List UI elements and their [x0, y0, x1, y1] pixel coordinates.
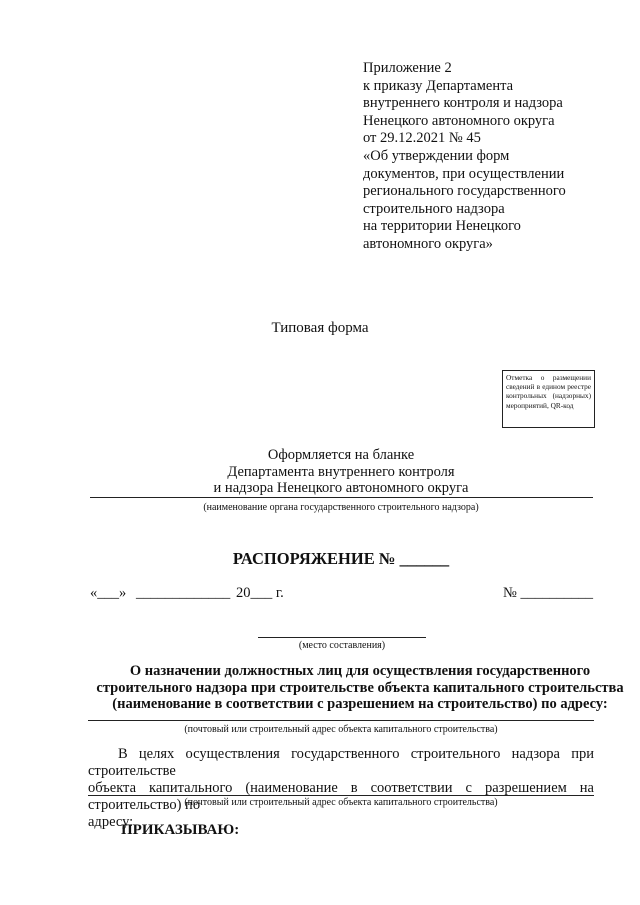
paragraph-line: адресу: [88, 814, 134, 830]
order-subject [60, 663, 640, 713]
purpose-paragraph [88, 746, 594, 831]
date-year: 20___ г. [236, 585, 284, 601]
blank-note-line: Департамента внутреннего контроля [227, 463, 455, 480]
paragraph-line: объекта капитального (наименование в соответствии с разрешением на строительство) по [88, 780, 594, 813]
place-caption: (место составления) [298, 640, 386, 651]
registry-mark-box: Отметка о размещении сведений в едином реестре контрольных (надзорных) мероприятий, QR-код [502, 370, 595, 428]
appendix-line: строительного надзора [363, 200, 505, 217]
authority-caption: (наименование органа государственного строительного надзора) [203, 502, 479, 513]
appendix-line: «Об утверждении форм [363, 147, 510, 164]
subject-line: О назначении должностных лиц для осуществления государственного [129, 663, 591, 679]
paragraph-line: В целях осуществления государственного строительного надзора при строительстве [88, 746, 594, 779]
appendix-line: внутреннего контроля и надзора [363, 95, 563, 112]
blank-note [0, 447, 640, 497]
paragraph-address-line [88, 795, 594, 796]
appendix-line: на территории Ненецкого [363, 218, 521, 235]
appendix-line: к приказу Департамента [363, 77, 514, 94]
document-title: РАСПОРЯЖЕНИЕ № ______ [232, 549, 450, 568]
subject-line: (наименование в соответствии с разрешением на строительство) по адресу: [112, 696, 608, 712]
subject-line: строительного надзора при строительстве объекта капитального строительства [96, 679, 624, 696]
typical-form-label: Типовая форма [271, 320, 369, 336]
appendix-line: автономного округа» [363, 235, 493, 252]
authority-name-line [90, 497, 593, 498]
appendix-line: документов, при осуществлении [363, 165, 565, 182]
address-line [88, 720, 594, 721]
blank-note-line: и надзора Ненецкого автономного округа [213, 480, 469, 496]
appendix-line: регионального государственного [363, 183, 566, 200]
address-caption: (почтовый или строительный адрес объекта капитального строительства) [184, 724, 498, 735]
blank-note-line: Оформляется на бланке [267, 447, 415, 463]
order-word: ПРИКАЗЫВАЮ: [121, 822, 240, 838]
paragraph-address-caption: (почтовый или строительный адрес объекта капитального строительства) [184, 797, 498, 808]
document-number: № __________ [503, 585, 593, 601]
appendix-line: от 29.12.2021 № 45 [363, 130, 481, 147]
appendix-line: Приложение 2 [363, 60, 452, 76]
place-line [258, 637, 426, 638]
appendix-header [363, 60, 633, 254]
date-day: «___» [90, 585, 127, 601]
date-month: _____________ [136, 585, 231, 601]
appendix-line: Ненецкого автономного округа [363, 112, 555, 129]
